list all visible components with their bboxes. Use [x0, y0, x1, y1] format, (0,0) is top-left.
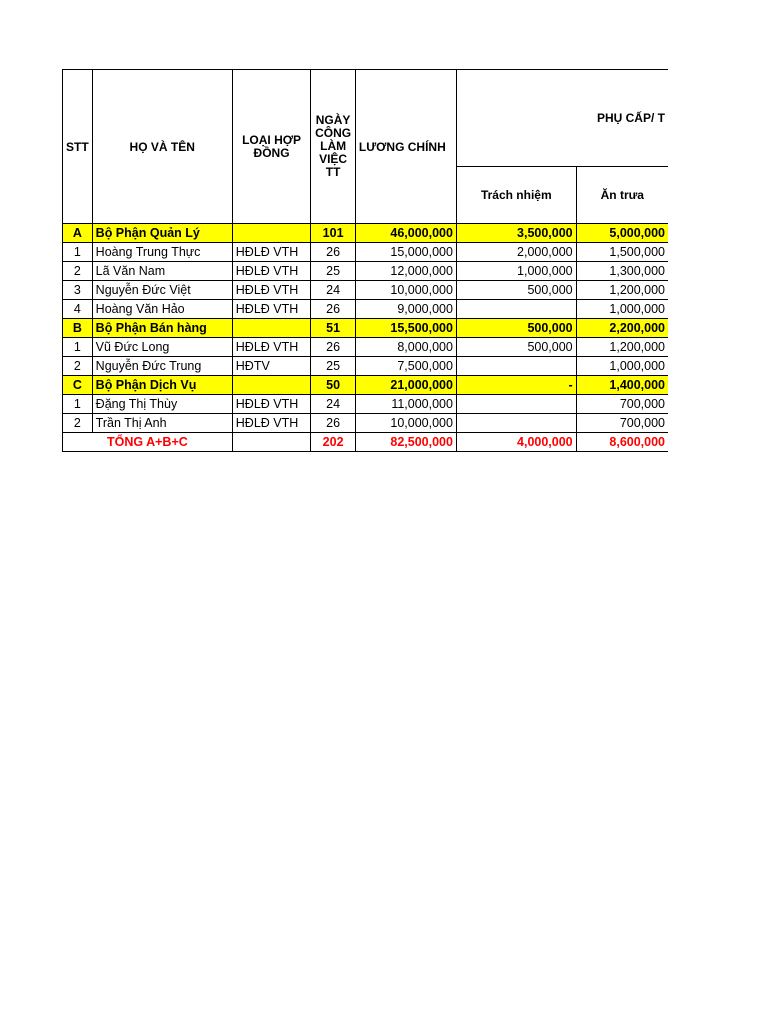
cell-stt: 1 — [63, 338, 93, 357]
cell-responsibility: 3,500,000 — [456, 224, 576, 243]
cell-salary: 12,000,000 — [355, 262, 456, 281]
table-row — [63, 262, 669, 281]
cell-days: 25 — [311, 357, 356, 376]
total-contract — [232, 433, 311, 452]
total-days: 202 — [311, 433, 356, 452]
cell-salary: 7,500,000 — [355, 357, 456, 376]
table-row — [63, 357, 669, 376]
cell-stt: 3 — [63, 281, 93, 300]
cell-responsibility: 2,000,000 — [456, 243, 576, 262]
group-row — [63, 319, 669, 338]
table-row — [63, 338, 669, 357]
cell-days: 26 — [311, 338, 356, 357]
cell-contract: HĐLĐ VTH — [232, 414, 311, 433]
total-lunch: 8,600,000 — [576, 433, 668, 452]
cell-days: 24 — [311, 395, 356, 414]
cell-name: Vũ Đức Long — [92, 338, 232, 357]
cell-salary: 8,000,000 — [355, 338, 456, 357]
group-row — [63, 224, 669, 243]
cell-name: Hoàng Văn Hảo — [92, 300, 232, 319]
cell-stt: A — [63, 224, 93, 243]
cell-days: 26 — [311, 414, 356, 433]
cell-days: 26 — [311, 243, 356, 262]
cell-responsibility: 500,000 — [456, 338, 576, 357]
header-an-trua: Ăn trưa — [576, 167, 668, 224]
table-row — [63, 395, 669, 414]
cell-responsibility: 500,000 — [456, 281, 576, 300]
table-body — [63, 224, 669, 433]
cell-lunch: 2,200,000 — [576, 319, 668, 338]
total-row — [63, 433, 669, 452]
cell-name: Nguyễn Đức Việt — [92, 281, 232, 300]
cell-days: 26 — [311, 300, 356, 319]
cell-days: 24 — [311, 281, 356, 300]
cell-days: 51 — [311, 319, 356, 338]
cell-name: Bộ Phận Quản Lý — [92, 224, 232, 243]
cell-lunch: 5,000,000 — [576, 224, 668, 243]
header-loai-hop-dong: LOẠI HỢP ĐỒNG — [232, 70, 311, 224]
cell-salary: 46,000,000 — [355, 224, 456, 243]
cell-stt: 4 — [63, 300, 93, 319]
cell-salary: 15,000,000 — [355, 243, 456, 262]
total-responsibility: 4,000,000 — [456, 433, 576, 452]
cell-responsibility: 500,000 — [456, 319, 576, 338]
table-row — [63, 414, 669, 433]
cell-contract — [232, 319, 311, 338]
cell-salary: 15,500,000 — [355, 319, 456, 338]
cell-name: Lã Văn Nam — [92, 262, 232, 281]
cell-stt: 2 — [63, 262, 93, 281]
header-ho-ten: HỌ VÀ TÊN — [92, 70, 232, 224]
cell-salary: 9,000,000 — [355, 300, 456, 319]
cell-stt: 2 — [63, 414, 93, 433]
cell-name: Trần Thị Anh — [92, 414, 232, 433]
cell-stt: 1 — [63, 395, 93, 414]
header-stt: STT — [63, 70, 93, 224]
cell-days: 101 — [311, 224, 356, 243]
header-ngay-cong: NGÀY CÔNG LÀM VIỆC TT — [311, 70, 356, 224]
cell-lunch: 700,000 — [576, 414, 668, 433]
cell-name: Bộ Phận Dịch Vụ — [92, 376, 232, 395]
total-salary: 82,500,000 — [355, 433, 456, 452]
cell-lunch: 700,000 — [576, 395, 668, 414]
cell-responsibility — [456, 395, 576, 414]
cell-contract — [232, 376, 311, 395]
cell-stt: 1 — [63, 243, 93, 262]
cell-salary: 10,000,000 — [355, 414, 456, 433]
table-row — [63, 281, 669, 300]
cell-responsibility — [456, 300, 576, 319]
cell-contract: HĐLĐ VTH — [232, 262, 311, 281]
cell-salary: 10,000,000 — [355, 281, 456, 300]
cell-responsibility: - — [456, 376, 576, 395]
table-row — [63, 243, 669, 262]
group-row — [63, 376, 669, 395]
cell-name: Nguyễn Đức Trung — [92, 357, 232, 376]
cell-name: Hoàng Trung Thực — [92, 243, 232, 262]
header-trach-nhiem: Trách nhiệm — [456, 167, 576, 224]
cell-contract: HĐLĐ VTH — [232, 338, 311, 357]
header-phu-cap: PHỤ CẤP/ T — [456, 70, 668, 167]
cell-contract: HĐLĐ VTH — [232, 395, 311, 414]
cell-salary: 21,000,000 — [355, 376, 456, 395]
cell-responsibility: 1,000,000 — [456, 262, 576, 281]
cell-lunch: 1,000,000 — [576, 300, 668, 319]
cell-contract: HĐLĐ VTH — [232, 300, 311, 319]
cell-days: 25 — [311, 262, 356, 281]
header-luong-chinh: LƯƠNG CHÍNH — [355, 70, 456, 224]
cell-name: Đặng Thị Thùy — [92, 395, 232, 414]
total-label: TỔNG A+B+C — [63, 433, 233, 452]
table-row — [63, 300, 669, 319]
cell-lunch: 1,400,000 — [576, 376, 668, 395]
cell-lunch: 1,000,000 — [576, 357, 668, 376]
cell-responsibility — [456, 414, 576, 433]
cell-contract: HĐLĐ VTH — [232, 243, 311, 262]
cell-stt: B — [63, 319, 93, 338]
cell-stt: C — [63, 376, 93, 395]
cell-salary: 11,000,000 — [355, 395, 456, 414]
cell-lunch: 1,500,000 — [576, 243, 668, 262]
cell-contract — [232, 224, 311, 243]
cell-stt: 2 — [63, 357, 93, 376]
cell-days: 50 — [311, 376, 356, 395]
salary-table — [62, 69, 668, 452]
cell-name: Bộ Phận Bán hàng — [92, 319, 232, 338]
cell-lunch: 1,200,000 — [576, 338, 668, 357]
cell-lunch: 1,200,000 — [576, 281, 668, 300]
cell-contract: HĐLĐ VTH — [232, 281, 311, 300]
cell-responsibility — [456, 357, 576, 376]
cell-lunch: 1,300,000 — [576, 262, 668, 281]
salary-sheet — [62, 69, 668, 452]
cell-contract: HĐTV — [232, 357, 311, 376]
